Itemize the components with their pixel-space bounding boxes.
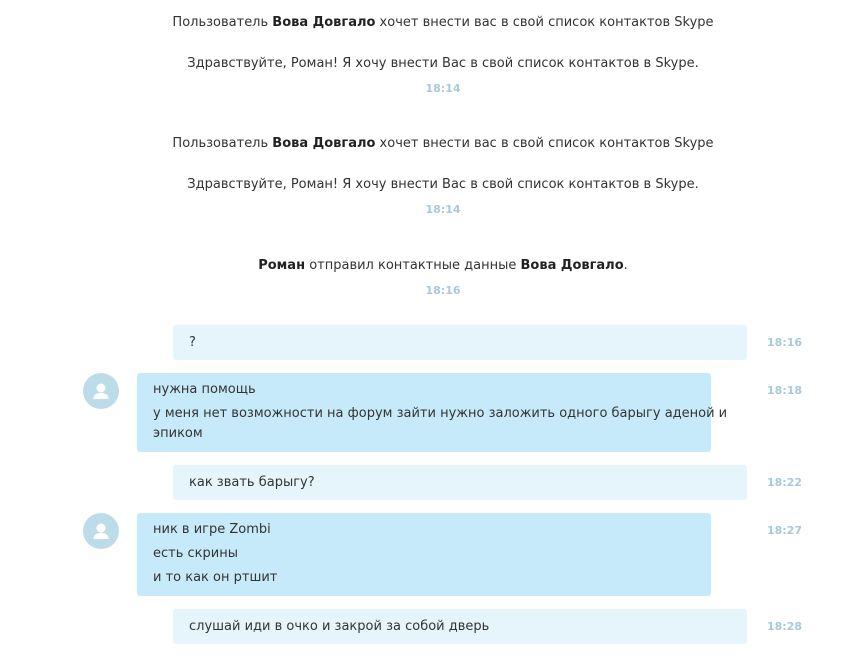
message-text: слушай иди в очко и закрой за собой дверь: [189, 619, 490, 634]
contact-request-text: [0, 135, 860, 153]
message-timestamp: 18:22: [767, 476, 803, 489]
shared-contact-name: Вова Довгало: [520, 258, 624, 273]
contact-request-suffix: хочет внести вас в свой список контактов Skype: [375, 136, 714, 151]
requester-name: Вова Довгало: [272, 136, 376, 151]
sender-name: Роман: [258, 258, 306, 273]
message-text: эпиком: [153, 426, 203, 441]
incoming-message-bubble[interactable]: [137, 373, 728, 452]
message-text: как звать барыгу?: [189, 475, 315, 490]
message-text: ник в игре Zombi: [153, 522, 271, 537]
contact-avatar[interactable]: [83, 373, 119, 409]
user-silhouette-icon: [83, 373, 119, 409]
message-text: ?: [189, 335, 196, 350]
contact-request-greeting: Здравствуйте, Роман! Я хочу внести Вас в свой список контактов в Skype.: [187, 177, 699, 192]
user-silhouette-icon: [83, 513, 119, 549]
outgoing-message-bubble[interactable]: [173, 325, 747, 360]
contact-avatar[interactable]: [83, 513, 119, 549]
outgoing-message-bubble[interactable]: [173, 609, 747, 644]
system-timestamp: 18:14: [425, 203, 461, 216]
outgoing-message-bubble[interactable]: [173, 465, 747, 500]
contact-request-suffix: хочет внести вас в свой список контактов Skype: [375, 15, 714, 30]
requester-name: Вова Довгало: [272, 15, 376, 30]
contact-request-prefix: Пользователь: [172, 136, 273, 151]
contact-sent-notice: [0, 257, 860, 275]
message-text: есть скрины: [153, 546, 238, 561]
incoming-message-bubble[interactable]: [137, 513, 711, 596]
system-timestamp: 18:14: [425, 82, 461, 95]
message-text: нужна помощь: [153, 382, 256, 397]
message-timestamp: 18:18: [767, 384, 803, 397]
contact-request-greeting: Здравствуйте, Роман! Я хочу внести Вас в свой список контактов в Skype.: [187, 56, 699, 71]
contact-sent-end: .: [623, 258, 628, 273]
contact-sent-text: отправил контактные данные: [305, 258, 521, 273]
system-timestamp: 18:16: [425, 284, 461, 297]
contact-request-prefix: Пользователь: [172, 15, 273, 30]
message-timestamp: 18:28: [767, 620, 803, 633]
message-timestamp: 18:27: [767, 524, 803, 537]
message-text: и то как он ртшит: [153, 570, 278, 585]
contact-request-text: [0, 14, 860, 32]
message-text: у меня нет возможности на форум зайти нужно заложить одного барыгу аденой и: [153, 406, 728, 421]
message-timestamp: 18:16: [767, 336, 803, 349]
